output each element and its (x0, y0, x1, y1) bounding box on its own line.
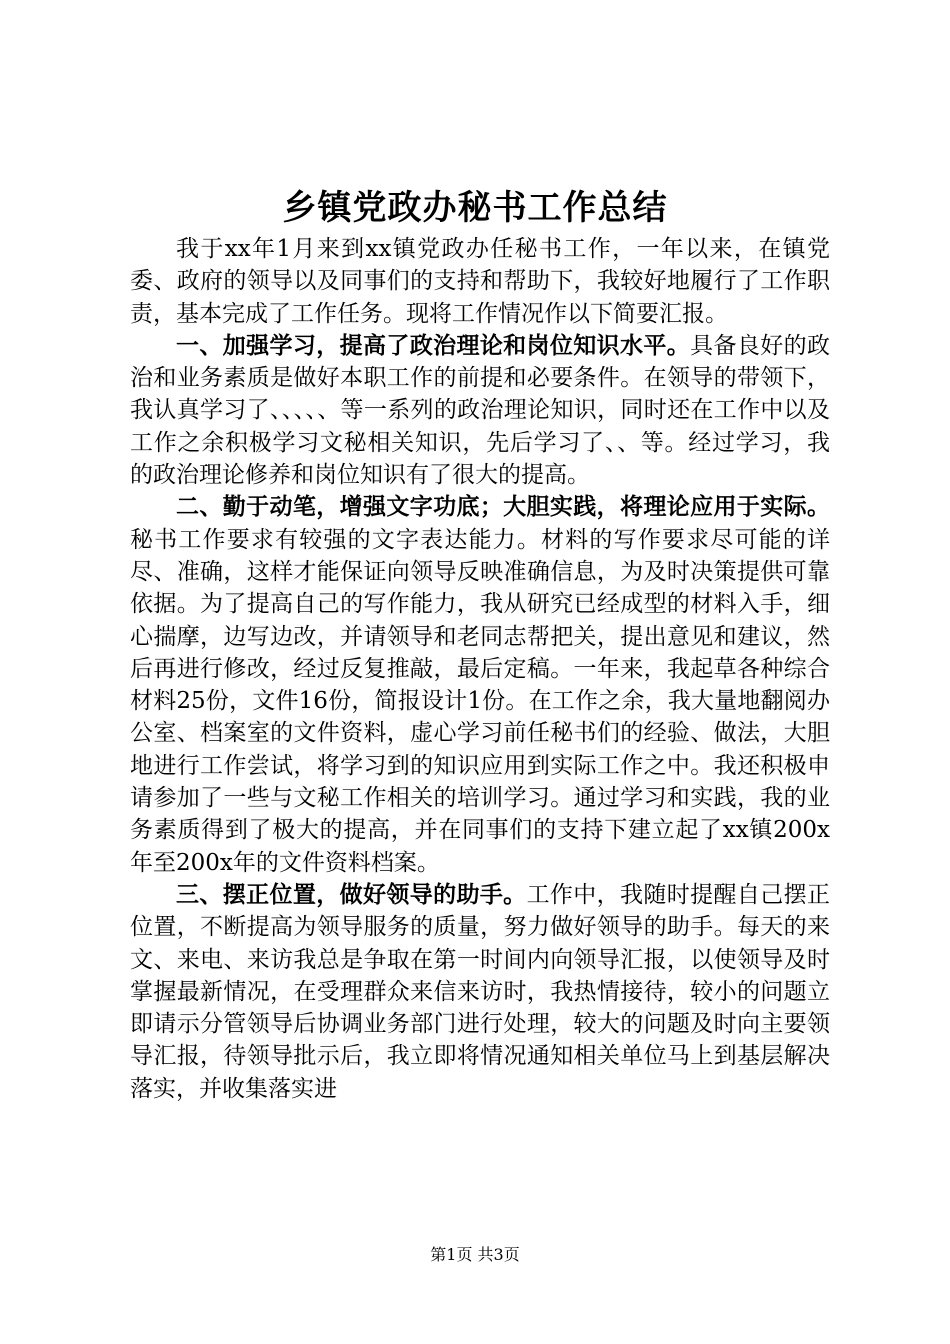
paragraph-section-3 (130, 879, 830, 1105)
paragraph-intro-text: 我于xx年1月来到xx镇党政办任秘书工作，一年以来，在镇党委、政府的领导以及同事们的支持和帮助下，我较好地履行了工作职责，基本完成了工作任务。现将工作情况作以下简要汇报。 (130, 236, 830, 327)
page-footer: 第1页 共3页 (430, 1245, 520, 1264)
section-1-text: 具备良好的政治和业务素质是做好本职工作的前提和必要条件。在领导的带领下，我认真学习了、、、、、等一系列的政治理论知识，同时还在工作中以及工作之余积极学习文秘相关知识，先后学习了、、等。经过学习，我的政治理论修养和岗位知识有了很大的提高。 (130, 332, 831, 489)
paragraph-section-1 (130, 330, 830, 491)
paragraph-intro (130, 233, 830, 330)
document-body (130, 233, 830, 1105)
section-3-text: 工作中，我随时提醒自己摆正位置，不断提高为领导服务的质量，努力做好领导的助手。每天的来文、来电、来访我总是争取在第一时间内向领导汇报，以使领导及时掌握最新情况，在受理群众来信来访时，我热情接待，较小的问题立即请示分管领导后协调业务部门进行处理，较大的问题及时向主要领导汇报，待领导批示后，我立即将情况通知相关单位马上到基层解决落实，并收集落实进 (130, 881, 831, 1102)
document-title: 乡镇党政办秘书工作总结 (282, 188, 668, 228)
section-2-heading: 二、勤于动笔，增强文字功底；大胆实践，将理论应用于实际。 (176, 494, 830, 521)
section-3-heading: 三、摆正位置，做好领导的助手。 (176, 881, 527, 908)
section-2-text: 秘书工作要求有较强的文字表达能力。材料的写作要求尽可能的详尽、准确，这样才能保证向领导反映准确信息，为及时决策提供可靠依据。为了提高自己的写作能力，我从研究已经成型的材料入手，细心揣摩，边写边改，并请领导和老同志帮把关，提出意见和建议，然后再进行修改，经过反复推敲，最后定稿。一年来，我起草各种综合材料25份，文件16份，简报设计1份。在工作之余，我大量地翻阅办公室、档案室的文件资料，虚心学习前任秘书们的经验、做法，大胆地进行工作尝试，将学习到的知识应用到实际工作之中。我还积极申请参加了一些与文秘工作相关的培训学习。通过学习和实践，我的业务素质得到了极大的提高，并在同事们的支持下建立起了xx镇200x年至200x年的文件资料档案。 (130, 526, 830, 876)
section-1-heading: 一、加强学习，提高了政治理论和岗位知识水平。 (176, 332, 691, 359)
paragraph-section-2 (130, 491, 830, 879)
